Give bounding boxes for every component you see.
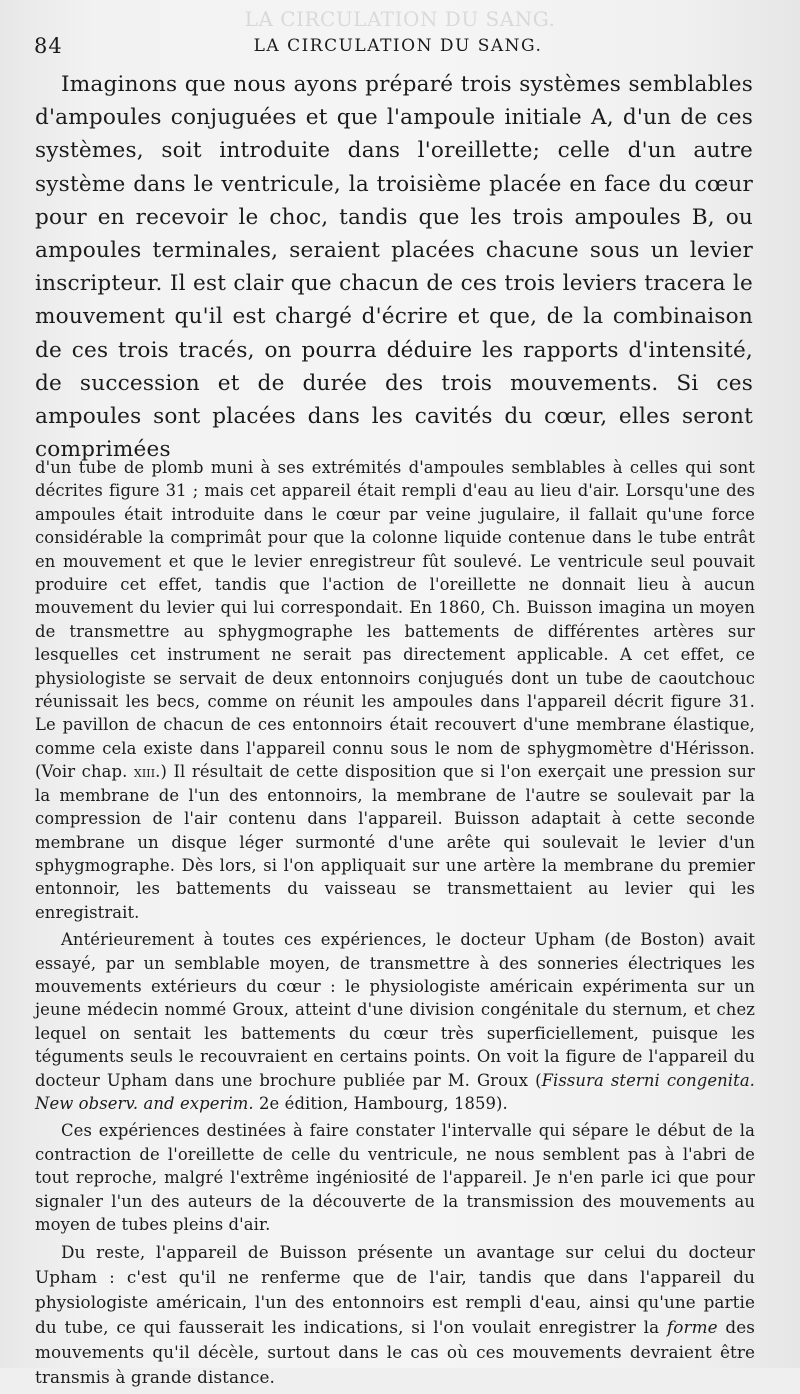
bleed-through-title: LA CIRCULATION DU SANG. (244, 7, 556, 31)
footnote-paragraph-1 (35, 456, 755, 924)
main-text (35, 68, 753, 466)
emphasis-forme: forme (666, 1317, 718, 1338)
footnote-paragraph-2 (35, 928, 755, 1115)
footnote-paragraph-3: Ces expériences destinées à faire constater l'intervalle qui sépare le début de la contraction de l'oreillette de celle du ventricule, ne nous semblent pas à l'abri de tout reproche, malgré l'extrême ingéniosité de l'appareil. Je n'en parle ici que pour signaler l'un des auteurs de la découverte de la transmission des mouvements au moyen de tubes pleins d'air. (35, 1121, 755, 1234)
page-header (34, 34, 762, 64)
footnote-text: Antérieurement à toutes ces expériences, le docteur Upham (de Boston) avait essayé, par un semblable moyen, de transmettre à des sonneries électriques les mouvements extérieurs du cœur : le physiologiste américain expérimenta sur un jeune médecin nommé Groux, atteint d'une division congénitale du sternum, et chez lequel on sentait les battements du cœur très superficiellement, puisque les téguments seuls le recouvraient en certains points. On voit la figure de l'appareil du docteur Upham dans une brochure publiée par M. Groux ( (35, 930, 755, 1090)
running-title: LA CIRCULATION DU SANG. (253, 36, 543, 56)
footnote-text: des mouvements qu'il décèle, surtout dans le cas où ces mouvements devraient être transmis à grande distance. (35, 1317, 755, 1388)
main-paragraph: Imaginons que nous ayons préparé trois systèmes semblables d'ampoules conjuguées et que l'ampoule initiale A, d'un de ces systèmes, soit introduite dans l'oreillette; celle d'un autre système dans le ventricule, la troisième placée en face du cœur pour en recevoir le choc, tandis que les trois ampoules B, ou ampoules terminales, seraient placées chacune sous un levier inscripteur. Il est clair que chacun de ces trois leviers tracera le mouvement qu'il est chargé d'écrire et que, de la combinaison de ces trois tracés, on pourra déduire les rapports d'intensité, de succession et de durée des trois mouvements. Si ces ampoules sont placées dans les cavités du cœur, elles seront comprimées (35, 72, 753, 463)
footnote-text: .) Il résultait de cette disposition que si l'on exerçait une pression sur la membrane de l'un des entonnoirs, la membrane de l'autre se soulevait par la compression de l'air contenu dans l'appareil. Buisson adaptait à cette seconde membrane un disque léger surmonté d'une arête qui soulevait le levier d'un sphygmographe. Dès lors, si l'on appliquait sur une artère la membrane du premier entonnoir, les battements du vaisseau se transmettaient au levier qui les enregistrait. (35, 762, 755, 922)
page-number: 84 (34, 34, 63, 58)
footnote-paragraph-4 (35, 1240, 755, 1390)
footnote-text: d'un tube de plomb muni à ses extrémités d'ampoules semblables à celles qui sont décrites figure 31 ; mais cet appareil était rempli d'eau au lieu d'air. Lorsqu'une des ampoules était introduite dans le cœur par veine jugulaire, il fallait qu'une force considérable la comprimât pour que la colonne liquide contenue dans le tube entrât en mouvement et que le levier enregistreur fût soulevé. Le ventricule seul pouvait produire cet effet, tandis que l'action de l'oreillette ne donnait lieu à aucun mouvement du levier qui lui correspondait. En 1860, Ch. Buisson imagina un moyen de transmettre au sphygmographe les battements de différentes artères sur lesquelles cet instrument ne serait pas directement applicable. A cet effet, ce physiologiste se servait de deux entonnoirs conjugués dont un tube de caoutchouc réunissait les becs, comme on réunit les ampoules dans l'appareil décrit figure 31. Le pavillon de chacun de ces entonnoirs était recouvert d'une membrane élastique, comme cela existe dans l'appareil connu sous le nom de sphygmomètre d'Hérisson. (Voir chap. (35, 458, 755, 782)
publication-title: Fissura sterni congenita. New observ. and experim. (35, 1070, 755, 1113)
footnote-block (35, 456, 755, 1394)
footnote-text: Du reste, l'appareil de Buisson présente un avantage sur celui du docteur Upham : c'est qu'il ne renferme que de l'air, tandis que dans l'appareil du physiologiste américain, l'un des entonnoirs est rempli d'eau, ainsi qu'une partie du tube, ce qui fausserait les indications, si l'on voulait enregistrer la (35, 1242, 755, 1338)
chapter-reference: xiii (133, 762, 156, 782)
footnote-text: 2e édition, Hambourg, 1859). (253, 1093, 508, 1113)
